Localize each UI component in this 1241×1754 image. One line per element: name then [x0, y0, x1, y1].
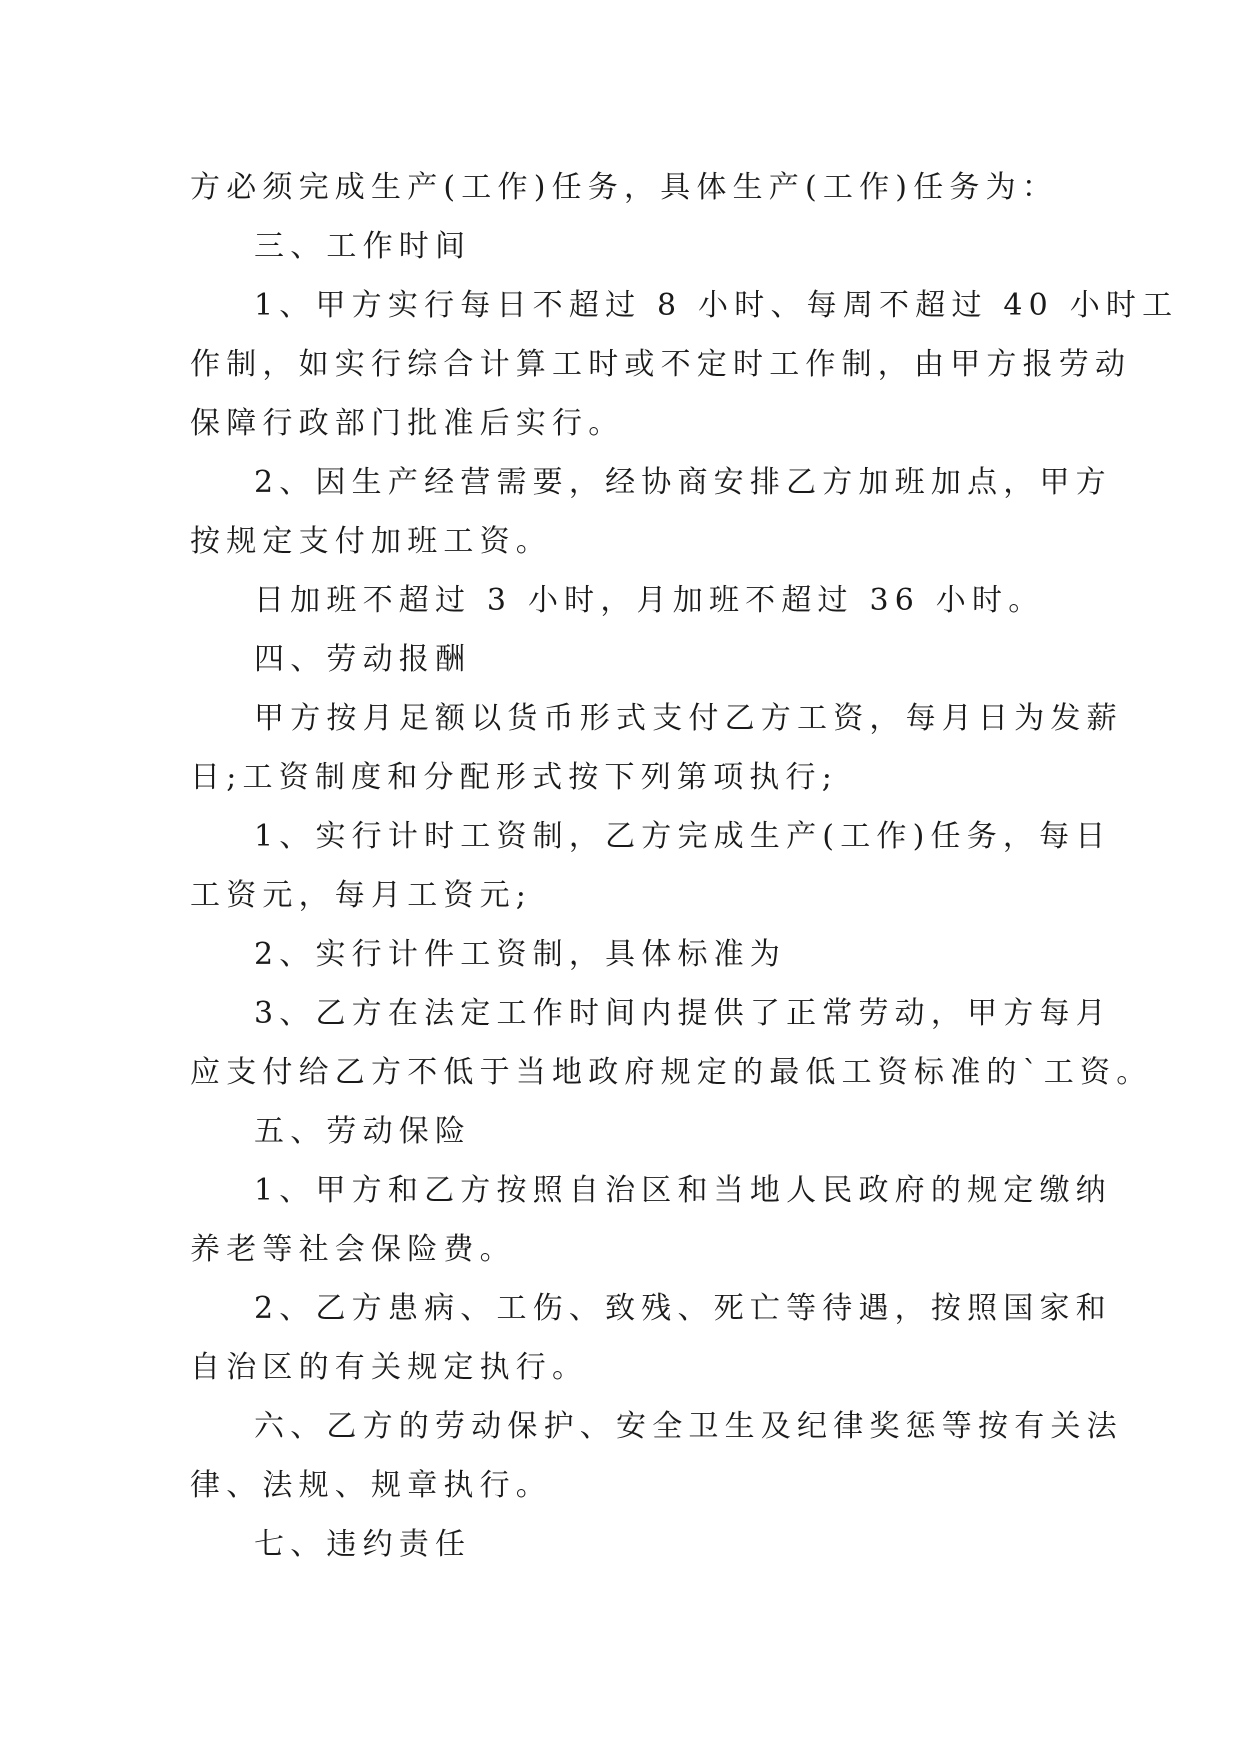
- section-heading-remuneration: 四、劳动报酬: [254, 642, 472, 677]
- text-line: 工资元，每月工资元;: [190, 878, 533, 913]
- text-line: 日加班不超过 3 小时，月加班不超过 36 小时。: [254, 583, 1045, 618]
- text-line: 按规定支付加班工资。: [190, 524, 552, 559]
- text-line: 方必须完成生产(工作)任务，具体生产(工作)任务为：: [190, 170, 1059, 205]
- section-heading-liability: 七、违约责任: [254, 1527, 472, 1562]
- text-line: 自治区的有关规定执行。: [190, 1350, 589, 1385]
- text-line: 养老等社会保险费。: [190, 1232, 516, 1267]
- text-line: 甲方按月足额以货币形式支付乙方工资，每月日为发薪: [254, 701, 1123, 736]
- text-line: 3、乙方在法定工作时间内提供了正常劳动，甲方每月: [254, 996, 1112, 1031]
- text-line: 作制，如实行综合计算工时或不定时工作制，由甲方报劳动: [190, 347, 1132, 382]
- text-line: 2、乙方患病、工伤、致残、死亡等待遇，按照国家和: [254, 1291, 1112, 1326]
- text-line: 2、实行计件工资制，具体标准为: [254, 937, 787, 972]
- section-heading-work-hours: 三、工作时间: [254, 229, 472, 264]
- section-heading-labor-protection: 六、乙方的劳动保护、安全卫生及纪律奖惩等按有关法: [254, 1409, 1123, 1444]
- text-line: 律、法规、规章执行。: [190, 1468, 552, 1503]
- document-body: [190, 158, 1179, 1574]
- text-line: 应支付给乙方不低于当地政府规定的最低工资标准的`工资。: [190, 1055, 1153, 1090]
- text-line: 1、甲方和乙方按照自治区和当地人民政府的规定缴纳: [254, 1173, 1112, 1208]
- text-line: 保障行政部门批准后实行。: [190, 406, 625, 441]
- text-line: 1、甲方实行每日不超过 8 小时、每周不超过 40 小时工: [254, 288, 1179, 323]
- text-line: 2、因生产经营需要，经协商安排乙方加班加点，甲方: [254, 465, 1112, 500]
- text-line: 日;工资制度和分配形式按下列第项执行;: [190, 760, 839, 795]
- text-line: 1、实行计时工资制，乙方完成生产(工作)任务，每日: [254, 819, 1112, 854]
- section-heading-insurance: 五、劳动保险: [254, 1114, 472, 1149]
